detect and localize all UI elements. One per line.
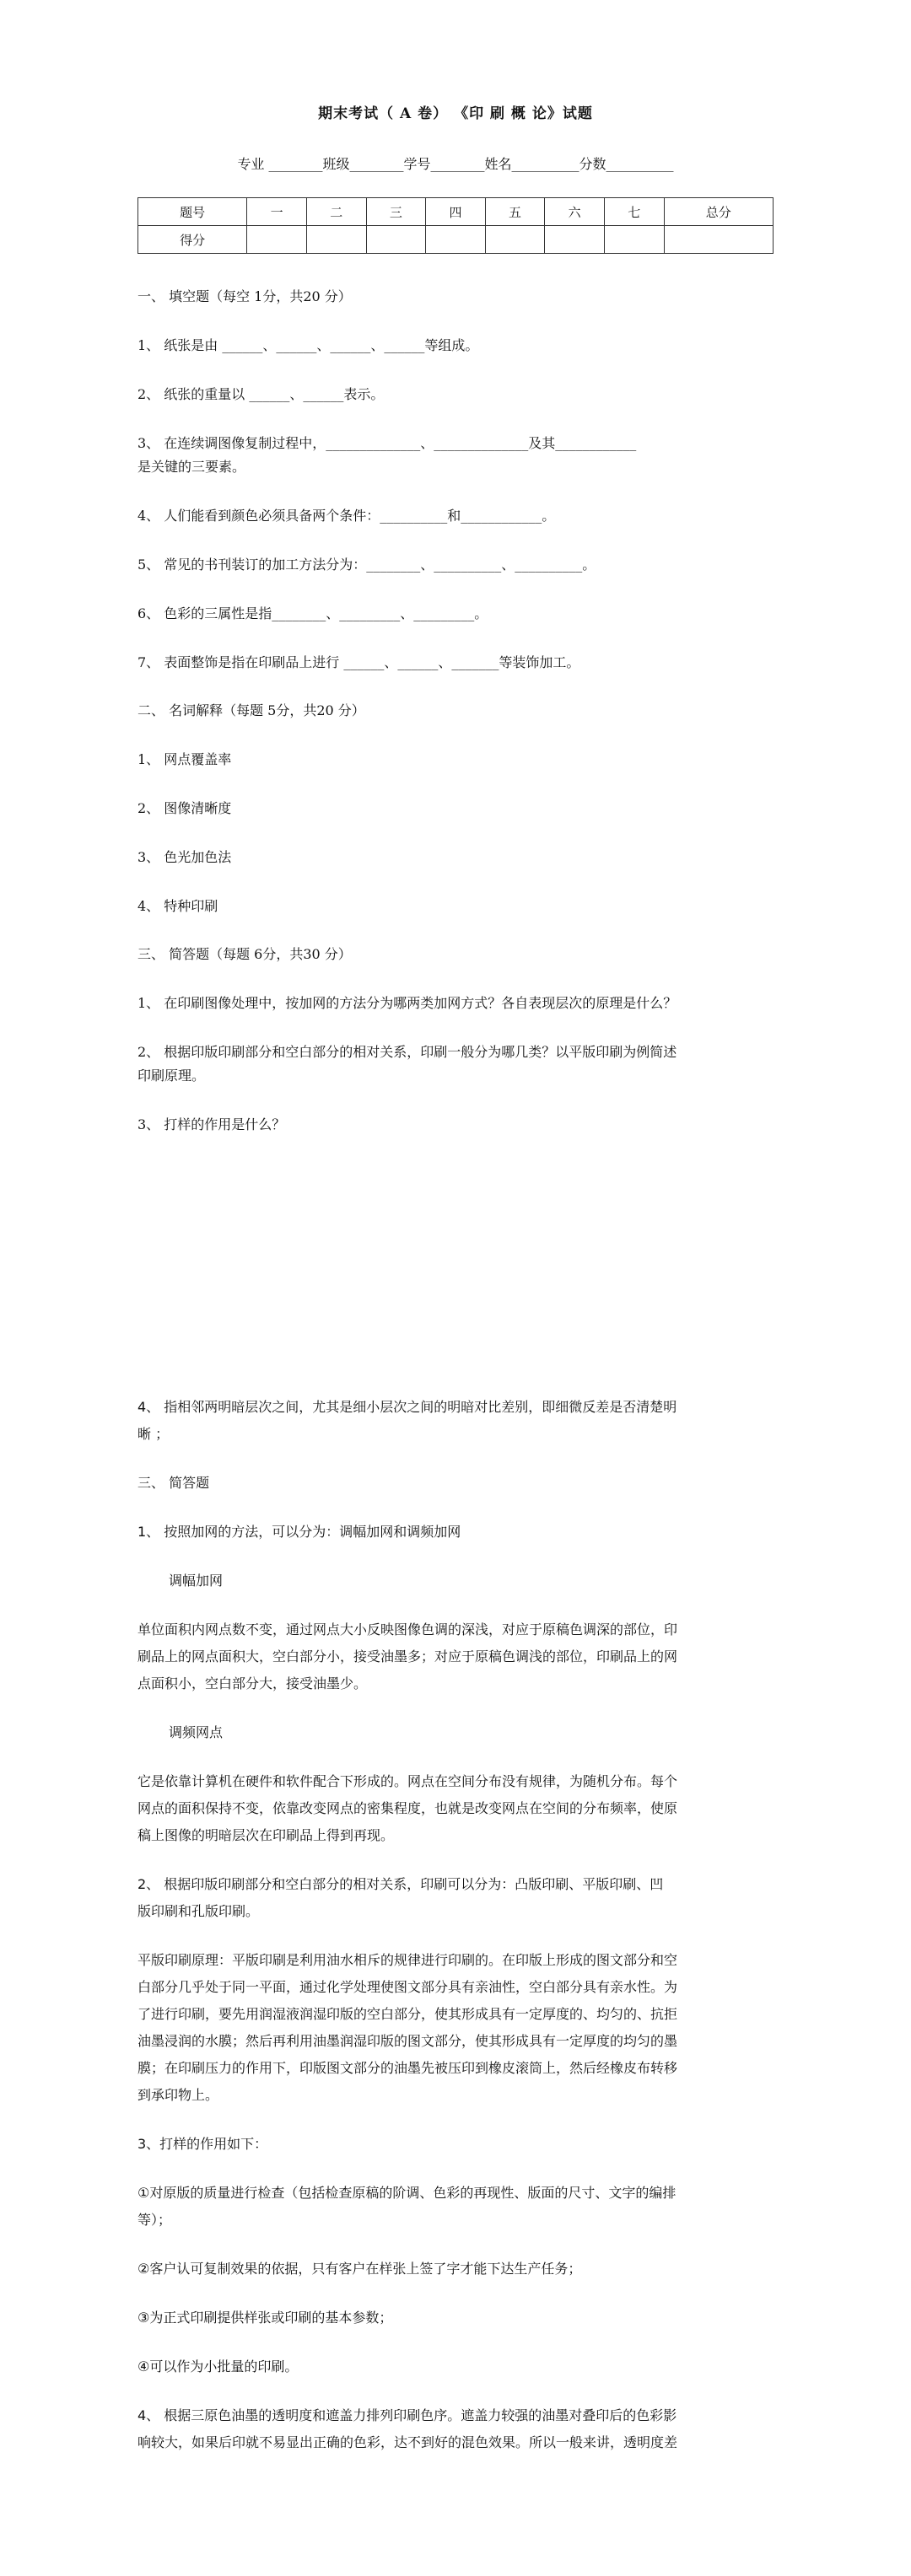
score-cell [306, 226, 366, 254]
question: 6、 色彩的三属性是指________、_________、_________。 [137, 605, 488, 621]
answer-text: ③为正式印刷提供样张或印刷的基本参数； [137, 2310, 393, 2326]
question: 4、 人们能看到颜色必须具备两个条件：__________和____________。 [137, 508, 556, 524]
score-cell: 总分 [664, 198, 773, 226]
score-cell: 七 [604, 198, 664, 226]
answer-subtitle: 调幅加网 [169, 1573, 224, 1589]
answer-text: 版印刷和孔版印刷。 [137, 1903, 260, 1919]
score-cell: 二 [306, 198, 366, 226]
term-item: 4、 特种印刷 [137, 898, 218, 914]
score-cell: 五 [485, 198, 545, 226]
answer-text: ①对原版的质量进行检查（包括检查原稿的阶调、色彩的再现性、版面的尺寸、文字的编排 [137, 2185, 677, 2201]
question: 印刷原理。 [137, 1068, 206, 1084]
score-cell [366, 226, 426, 254]
score-cell [485, 226, 545, 254]
section-heading: 三、 简答题 [137, 1475, 210, 1491]
answer-text: ④可以作为小批量的印刷。 [137, 2358, 299, 2374]
answer-text: 点面积小，空白部分大，接受油墨少。 [137, 1675, 368, 1691]
section-heading: 三、 简答题（每题 6分，共30 分） [137, 946, 352, 962]
score-cell: 六 [545, 198, 605, 226]
answer-text: 网点的面积保持不变，依靠改变网点的密集程度，也就是改变网点在空间的分布频率，使原 [137, 1800, 678, 1816]
answer-text: 等）； [137, 2212, 172, 2228]
score-cell: 得分 [138, 226, 247, 254]
section-heading: 一、 填空题（每空 1分，共20 分） [137, 288, 352, 304]
answer-text: 3、打样的作用如下： [137, 2136, 268, 2152]
score-table-header-row [138, 198, 774, 226]
answer-subtitle: 调频网点 [169, 1724, 224, 1740]
question: 3、 在连续调图像复制过程中，______________、______________及其____________ [137, 435, 637, 451]
term-item: 3、 色光加色法 [137, 849, 232, 865]
answer-text: 白部分几乎处于同一平面，通过化学处理使图文部分具有亲油性，空白部分具有亲水性。为 [137, 1979, 678, 1995]
answer-text: 2、 根据印版印刷部分和空白部分的相对关系，印刷可以分为：凸版印刷、平版印刷、凹 [137, 1876, 664, 1892]
exam-title: 期末考试（ A 卷） 《印 刷 概 论》试题 [318, 105, 593, 122]
question: 7、 表面整饰是指在印刷品上进行 ______、______、_______等装饰加工。 [137, 654, 580, 670]
answer-text: 平版印刷原理：平版印刷是利用油水相斥的规律进行印刷的。在印版上形成的图文部分和空 [137, 1952, 678, 1968]
answer-text: 响较大，如果后印就不易显出正确的色彩，达不到好的混色效果。所以一般来讲，透明度差 [137, 2434, 678, 2450]
score-cell [426, 226, 486, 254]
question: 1、 纸张是由 ______、______、______、______等组成。 [137, 337, 479, 353]
answer-text: 到承印物上。 [137, 2087, 219, 2103]
answer-text: 晰 ； [137, 1426, 170, 1442]
section-heading: 二、 名词解释（每题 5分，共20 分） [137, 702, 365, 718]
student-info-line: 专业 ________班级________学号________姓名__________分数__________ [237, 156, 674, 172]
score-cell [545, 226, 605, 254]
answer-text: ②客户认可复制效果的依据，只有客户在样张上签了字才能下达生产任务； [137, 2261, 582, 2277]
answer-text: 它是依靠计算机在硬件和软件配合下形成的。网点在空间分布没有规律，为随机分布。每个 [137, 1773, 678, 1789]
answer-text: 4、 根据三原色油墨的透明度和遮盖力排列印刷色序。遮盖力较强的油墨对叠印后的色彩影 [137, 2407, 677, 2423]
score-cell: 四 [426, 198, 486, 226]
score-cell [664, 226, 773, 254]
score-cell: 三 [366, 198, 426, 226]
answer-text: 1、 按照加网的方法，可以分为：调幅加网和调频加网 [137, 1524, 461, 1540]
answer-text: 稿上图像的明暗层次在印刷品上得到再现。 [137, 1827, 395, 1843]
score-cell: 一 [247, 198, 307, 226]
term-item: 1、 网点覆盖率 [137, 751, 232, 767]
score-cell [604, 226, 664, 254]
score-cell: 题号 [138, 198, 247, 226]
answer-text: 油墨浸润的水膜；然后再利用油墨润湿印版的图文部分，使其形成具有一定厚度的均匀的墨 [137, 2033, 678, 2049]
answer-text: 膜；在印刷压力的作用下，印版图文部分的油墨先被压印到橡皮滚筒上，然后经橡皮布转移 [137, 2060, 678, 2076]
question: 5、 常见的书刊装订的加工方法分为：________、__________、__________。 [137, 557, 596, 573]
question: 是关键的三要素。 [137, 459, 246, 475]
answer-text: 4、 指相邻两明暗层次之间，尤其是细小层次之间的明暗对比差别，即细微反差是否清楚明 [137, 1399, 677, 1415]
score-cell [247, 226, 307, 254]
answer-text: 单位面积内网点数不变，通过网点大小反映图像色调的深浅，对应于原稿色调深的部位，印 [137, 1621, 678, 1638]
score-table-score-row [138, 226, 774, 254]
answer-text: 了进行印刷，要先用润湿液润湿印版的空白部分，使其形成具有一定厚度的、均匀的、抗拒 [137, 2006, 678, 2022]
question: 2、 根据印版印刷部分和空白部分的相对关系，印刷一般分为哪几类？以平版印刷为例简述 [137, 1044, 677, 1060]
score-table [137, 197, 774, 254]
question: 1、 在印刷图像处理中，按加网的方法分为哪两类加网方式？各自表现层次的原理是什么？ [137, 995, 677, 1011]
question: 3、 打样的作用是什么？ [137, 1116, 286, 1132]
term-item: 2、 图像清晰度 [137, 800, 232, 816]
question: 2、 纸张的重量以 ______、______表示。 [137, 386, 385, 402]
answer-text: 刷品上的网点面积大，空白部分小，接受油墨多；对应于原稿色调浅的部位，印刷品上的网 [137, 1648, 678, 1664]
